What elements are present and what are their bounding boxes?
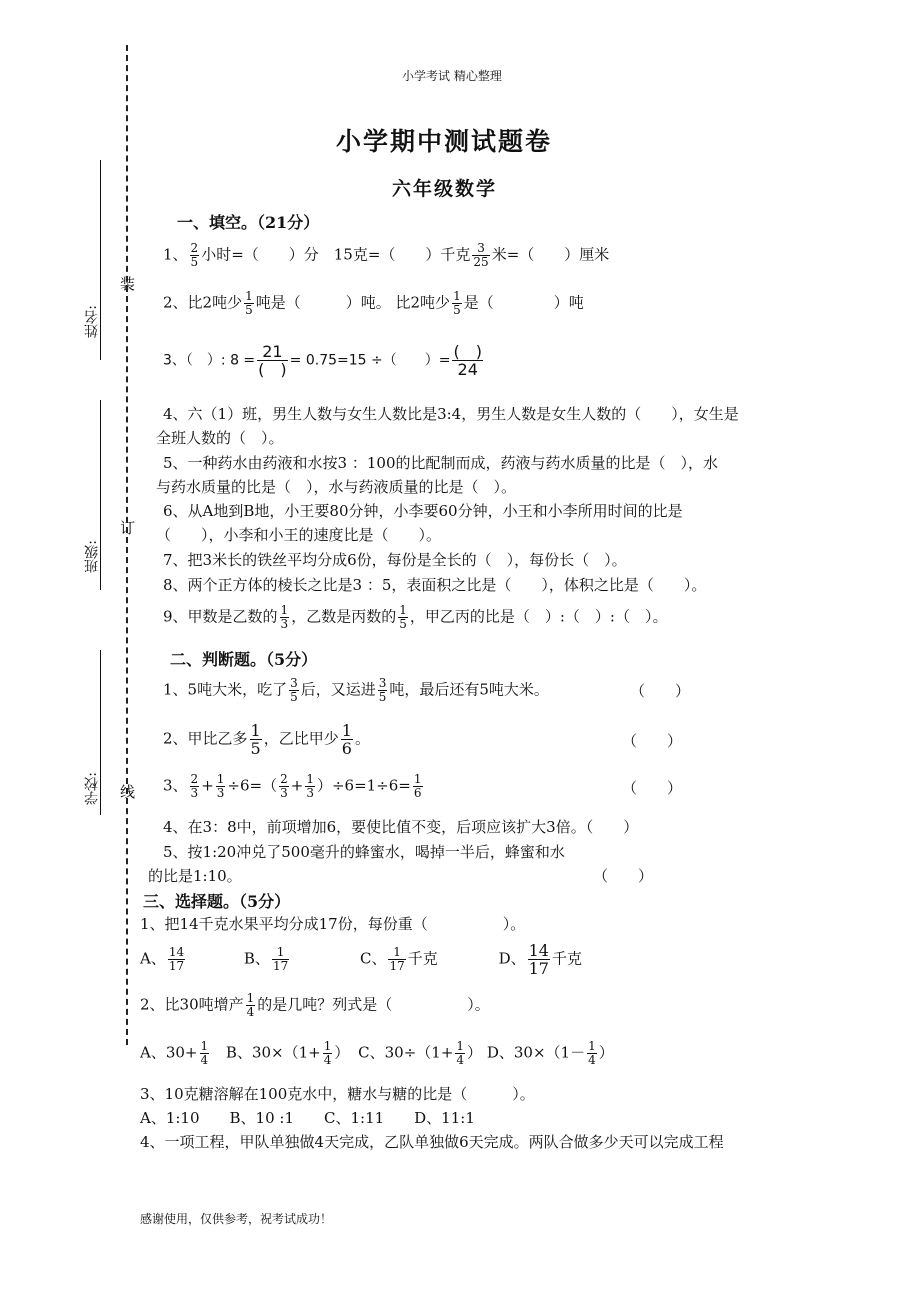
section2-heading: 二、判断题。（5分） bbox=[170, 650, 318, 669]
binding-mark-xian: 线 bbox=[120, 783, 136, 801]
s1-q5-line1: 5、一种药水由药液和水按3 ：100的比配制而成，药液与药水质量的比是（ ），水 bbox=[163, 454, 718, 472]
page-footer: 感谢使用，仅供参考，祝考试成功！ bbox=[140, 1212, 333, 1226]
exam-subtitle: 六年级数学 bbox=[392, 178, 498, 200]
s1-q2: 2、比2吨少 $\frac{1}{5}$ 吨是（ ）吨。 比2吨少 $\frac{1}{5}$ 是（ ）吨 bbox=[163, 289, 584, 317]
page-header: 小学考试 精心整理 bbox=[402, 69, 502, 83]
exam-title: 小学期中测试题卷 bbox=[336, 127, 553, 156]
name-label: 姓名: bbox=[84, 305, 100, 338]
fraction: $\frac{3}{5}$ bbox=[290, 676, 298, 704]
s2-q5-line1: 5、按1:20冲兑了500毫升的蜂蜜水，喝掉一半后，蜂蜜和水 bbox=[163, 843, 565, 861]
school-label: 学校: bbox=[84, 772, 100, 805]
fraction: $\frac{1}{3}$ bbox=[216, 772, 225, 800]
fraction: $\frac{( )}{24}$ bbox=[453, 342, 482, 379]
s3-q3-options: A、1:10 B、10 :1 C、1:11 D、11:1 bbox=[140, 1109, 475, 1127]
s3-q1-options: A、 $\frac{14}{17}$ B、 $\frac{1}{17}$ C、 $\frac{1}{17}$ 千克 D、 $\frac{14}{17}$ 千克 bbox=[140, 941, 582, 978]
fraction: $\frac{14}{17}$ bbox=[168, 945, 185, 973]
s1-q5-line2: 与药水质量的比是（ ），水与药液质量的比是（ ）。 bbox=[156, 478, 517, 496]
s1-q1-num: 1、 bbox=[163, 245, 188, 264]
s2-q2: 2、甲比乙多 $\frac{1}{5}$ ，乙比甲少 $\frac{1}{6}$ 。 bbox=[163, 721, 370, 758]
fraction: $\frac{1}{3}$ bbox=[280, 603, 289, 631]
s1-q9: 9、甲数是乙数的 $\frac{1}{3}$ ，乙数是丙数的 $\frac{1}{5}$ ，甲乙丙的比是（ ）:（ ）:（ ）。 bbox=[163, 603, 668, 631]
s2-q3-paren: （ ） bbox=[622, 779, 683, 797]
binding-mark-zhuang: 装 bbox=[120, 275, 136, 293]
s2-q2-paren: （ ） bbox=[622, 732, 683, 750]
binding-dashed-line bbox=[126, 45, 128, 1045]
s2-q5-paren: （ ） bbox=[593, 867, 654, 885]
fraction: $\frac{1}{5}$ bbox=[245, 289, 253, 317]
fraction: $\frac{14}{17}$ bbox=[528, 941, 549, 978]
fraction: $\frac{1}{17}$ bbox=[389, 945, 405, 973]
s1-q6-line1: 6、从A地到B地，小王要80分钟，小李要60分钟，小王和小李所用时间的比是 bbox=[163, 502, 683, 520]
fraction: $\frac{1}{17}$ bbox=[272, 945, 289, 973]
fraction: $\frac{3}{25}$ bbox=[473, 241, 489, 269]
fraction: $\frac{1}{4}$ bbox=[588, 1039, 596, 1067]
section3-heading: 三、选择题。（5分） bbox=[143, 892, 291, 911]
s2-q5-line2: 的比是1:10。 bbox=[148, 867, 242, 885]
s1-q1-text2: 米=（ ）厘米 bbox=[491, 245, 610, 264]
binding-mark-ding: 订 bbox=[120, 519, 136, 537]
s1-q4-line1: 4、六（1）班，男生人数与女生人数比是3:4，男生人数是女生人数的（ ），女生是 bbox=[163, 405, 739, 423]
s1-q7: 7、把3米长的铁丝平均分成6份，每份是全长的（ ），每份长（ ）。 bbox=[163, 551, 627, 569]
s1-q3: 3、（ ）: 8 = $\frac{21}{( )}$ = 0.75=15 ÷（ ）= $\frac{( )}{24}$ bbox=[163, 342, 482, 379]
fraction: $\frac{1}{6}$ bbox=[413, 772, 422, 800]
fraction: $\frac{21}{( )}$ bbox=[258, 342, 287, 379]
s1-q4-line2: 全班人数的（ ）。 bbox=[156, 429, 284, 447]
s1-q6-line2: （ ），小李和小王的速度比是（ ）。 bbox=[156, 526, 442, 544]
class-label: 班级: bbox=[84, 540, 100, 573]
s2-q3: 3、 $\frac{2}{3}$ + $\frac{1}{3}$ ÷6=（ $\frac{2}{3}$ + $\frac{1}{3}$ ）÷6=1÷6= $\frac{1}{6}$ bbox=[163, 772, 422, 800]
fraction: $\frac{1}{5}$ bbox=[453, 289, 461, 317]
fraction: $\frac{2}{5}$ bbox=[190, 241, 199, 269]
fraction: $\frac{1}{4}$ bbox=[246, 991, 255, 1019]
s1-q1-text: 小时=（ ）分 15克=（ ）千克 bbox=[201, 245, 471, 264]
s3-q1: 1、把14千克水果平均分成17份，每份重（ ）。 bbox=[140, 915, 526, 933]
fraction: $\frac{1}{5}$ bbox=[250, 721, 261, 758]
s1-q1 bbox=[163, 242, 609, 269]
fraction: $\frac{1}{4}$ bbox=[200, 1039, 209, 1067]
fraction: $\frac{1}{6}$ bbox=[341, 721, 352, 758]
s1-q8: 8、两个正方体的棱长之比是3 ：5，表面积之比是（ ），体积之比是（ ）。 bbox=[163, 576, 707, 594]
s2-q1-paren: （ ） bbox=[630, 682, 691, 700]
fraction: $\frac{1}{4}$ bbox=[323, 1039, 332, 1067]
s3-q2: 2、比30吨增产 $\frac{1}{4}$ 的是几吨？列式是（ ）。 bbox=[140, 991, 490, 1019]
fraction: $\frac{1}{5}$ bbox=[399, 603, 407, 631]
fraction: $\frac{2}{3}$ bbox=[280, 772, 288, 800]
fraction: $\frac{3}{5}$ bbox=[378, 676, 387, 704]
s3-q2-options: A、30+ $\frac{1}{4}$ B、30×（1+ $\frac{1}{4}$ ） C、30÷（1+ $\frac{1}{4}$ ） D、30×（1－ $\frac{1}{4}$ ） bbox=[140, 1039, 614, 1067]
s3-q4: 4、一项工程，甲队单独做4天完成，乙队单独做6天完成。两队合做多少天可以完成工程 bbox=[140, 1133, 724, 1151]
fraction: $\frac{2}{3}$ bbox=[190, 772, 199, 800]
fraction: $\frac{1}{3}$ bbox=[306, 772, 314, 800]
s3-q3: 3、10克糖溶解在100克水中，糖水与糖的比是（ ）。 bbox=[140, 1085, 535, 1103]
fraction: $\frac{1}{4}$ bbox=[456, 1039, 465, 1067]
s2-q4: 4、在3：8中，前项增加6，要使比值不变，后项应该扩大3倍。（ ） bbox=[163, 818, 639, 836]
section1-heading: 一、填空。（21分） bbox=[177, 213, 320, 232]
s2-q1: 1、5吨大米，吃了 $\frac{3}{5}$ 后，又运进 $\frac{3}{5}$ 吨，最后还有5吨大米。 bbox=[163, 676, 549, 704]
